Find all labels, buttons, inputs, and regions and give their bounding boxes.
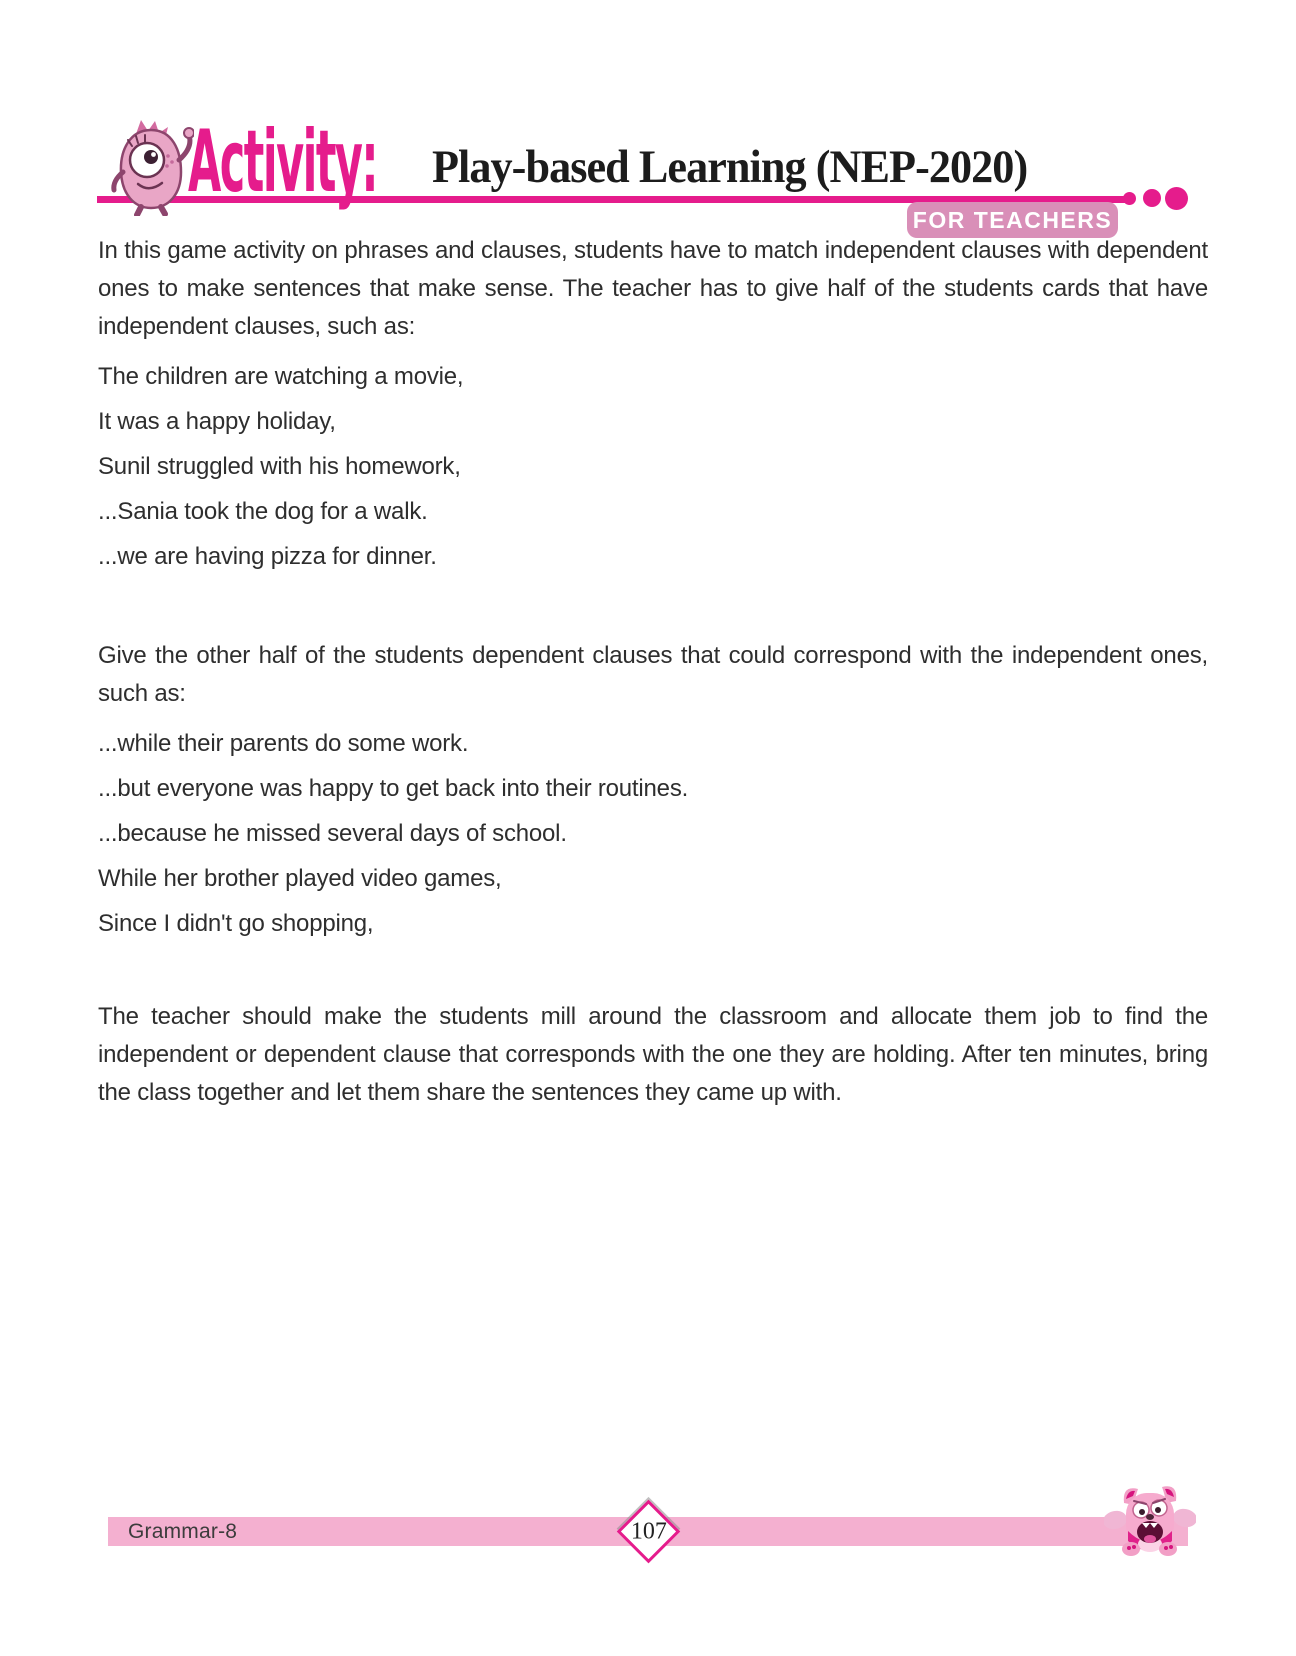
independent-clause-item: Sunil struggled with his homework, bbox=[98, 453, 461, 480]
independent-clause-item: It was a happy holiday, bbox=[98, 408, 336, 435]
dependent-clause-item: ...while their parents do some work. bbox=[98, 730, 469, 757]
independent-clause-item: ...Sania took the dog for a walk. bbox=[98, 498, 428, 525]
page-number-diamond bbox=[617, 1500, 681, 1564]
scared-monster-icon bbox=[1104, 1481, 1196, 1557]
independent-clause-list bbox=[98, 354, 1208, 579]
dependent-clause-list bbox=[98, 721, 1208, 946]
dependent-clause-item: ...but everyone was happy to get back into their routines. bbox=[98, 775, 689, 802]
closing-paragraph: The teacher should make the students mill around the classroom and allocate them job to find the independent or dependent clause that corresponds with the one they are holding. After ten minutes, bring the class together and let them share the sentences they came up with. bbox=[98, 1003, 1208, 1106]
header-dot-large bbox=[1165, 187, 1188, 210]
transition-paragraph: Give the other half of the students dependent clauses that could correspond with the independent ones, such as: bbox=[98, 642, 1208, 707]
independent-clause-item: ...we are having pizza for dinner. bbox=[98, 543, 437, 570]
dependent-clause-item: ...because he missed several days of school. bbox=[98, 820, 567, 847]
intro-paragraph: In this game activity on phrases and clauses, students have to match independent clauses with dependent ones to make sentences that make sense. The teacher has to give half of the students cards that have independent clauses, such as: bbox=[98, 237, 1208, 340]
page-title: Play-based Learning (NEP-2020) bbox=[432, 141, 1028, 193]
independent-clause-item: The children are watching a movie, bbox=[98, 363, 464, 390]
activity-body bbox=[98, 232, 1208, 1112]
activity-label: Activity: bbox=[188, 112, 378, 212]
for-teachers-badge: FOR TEACHERS bbox=[907, 202, 1118, 238]
cyclops-monster-icon bbox=[108, 116, 194, 216]
page-number: 107 bbox=[630, 1518, 667, 1544]
header-dot-medium bbox=[1143, 189, 1161, 207]
dependent-clause-item: While her brother played video games, bbox=[98, 865, 502, 892]
header-dot-small bbox=[1123, 192, 1136, 205]
footer-book-label: Grammar-8 bbox=[128, 1520, 238, 1543]
dependent-clause-item: Since I didn't go shopping, bbox=[98, 910, 374, 937]
